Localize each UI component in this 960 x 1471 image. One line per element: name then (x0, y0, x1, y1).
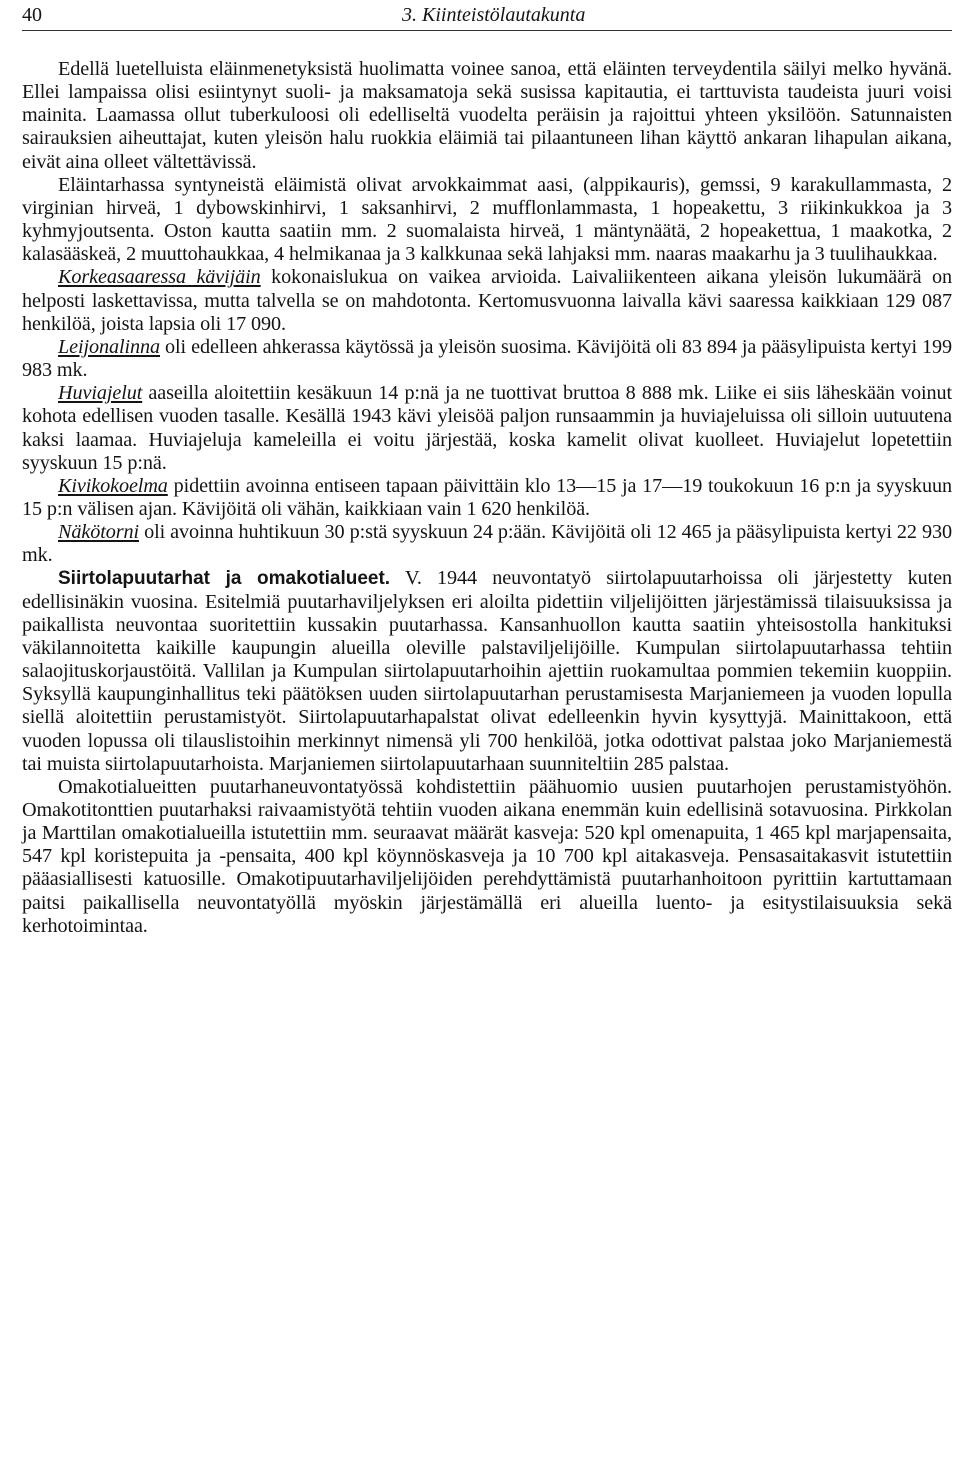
section-heading: Siirtolapuutarhat ja omakotialueet. (58, 568, 391, 590)
paragraph-lead: Huviajelut (58, 382, 143, 405)
paragraph-lead: Kivikokoelma (58, 474, 168, 497)
paragraph-lead: Korkeasaaressa kävijäin (58, 266, 261, 289)
paragraph-lead: Leijonalinna (58, 335, 160, 358)
paragraph-text: Edellä luetelluista eläinmenetyksistä huolimatta voinee sanoa, että eläinten terveydentila säilyi melko hyvänä. Ellei lampaissa olisi esiintynyt suoli- ja maksamatoja sekä susissa kapitautia, ei tarttuvista taudeista juuri voisi mainita. Laamassa ollut tuberkuloosi oli edelliseltä vuodelta peräisin ja rajoittui yhteen yksilöön. Satunnaisten sairauksien aiheuttajat, kuten yleisön halu ruokkia eläimiä tai pilaantuneen lihan käyttö ankaran lihapulan aikana, eivät aina olleet vältettävissä. (22, 58, 952, 173)
page-number: 40 (22, 4, 42, 26)
paragraph-nakotorni (22, 521, 952, 567)
paragraph-siirtolapuutarhat (22, 567, 952, 775)
header-rule (22, 30, 952, 31)
paragraph-text: pidettiin avoinna entiseen tapaan päivittäin klo 13—15 ja 17—19 toukokuun 16 p:n ja syyskuun 15 p:n välisen ajan. Kävijöitä oli vähän, kaikkiaan vain 1 620 henkilöä. (22, 474, 952, 520)
paragraph-text: V. 1944 neuvontatyö siirtolapuutarhoissa oli järjestetty kuten edellisinäkin vuosina. Esitelmiä puutarhaviljelyksen eri aloilta pidettiin viljelijöitten järjestämissä tilaisuuksissa ja paikallista neuvontaa suoritettiin kussakin puutarhassa. Kansanhuollon kautta saatiin yhteisostolla hankituksi väkilannoitetta kaikille kaupungin alueilla oleville palstaviljelijöille. Kumpulan siirtolapuutarhassa tehtiin salaojituskorjaustöitä. Vallilan ja Kumpulan siirtolapuutarhoihin ajettiin ruokamultaa pommien tekemiin kuoppiin. Syksyllä kaupunginhallitus teki päätöksen uuden siirtolapuutarhan perustamisesta Marjaniemeen ja vuoden lopulla siellä aloitettiin perustamistyöt. Siirtolapuutarhapalstat olivat edelleenkin hyvin kysyttyjä. Mainittakoon, että vuoden lopussa oli tilauslistoihin merkinnyt nimensä yli 700 henkilöä, jotka odottivat palstaa joko Marjaniemestä tai muista siirtolapuutarhoista. Marjaniemen siirtolapuutarhaan suunniteltiin 285 palstaa. (22, 567, 952, 775)
running-title: 3. Kiinteistölautakunta (402, 4, 586, 26)
paragraph-lead: Näkötorni (58, 521, 139, 544)
paragraph-text: oli edelleen ahkerassa käytössä ja yleisön suosima. Kävijöitä oli 83 894 ja pääsylipuista kertyi 199 983 mk. (22, 335, 952, 382)
paragraph-text: Eläintarhassa syntyneistä eläimistä olivat arvokkaimmat aasi, (alppikauris), gemssi, 9 karakullammasta, 2 virginian hirveä, 1 dybowskinhirvi, 1 saksanhirvi, 2 mufflonlammasta, 1 hopeakettu, 3 riikinkukkoa ja 3 kyhmyjoutsenta. Oston kautta saatiin mm. 2 suomalaista hirveä, 1 mäntynäätä, 2 hopeakettua, 1 maakotka, 2 kalasääskeä, 2 muuttohaukkaa, 4 helmikanaa ja 3 kalkkunaa sekä lahjaksi mm. naaras maakarhu ja 3 tuulihaukkaa. (22, 173, 952, 266)
paragraph-omakotialueet (22, 776, 952, 938)
running-header (22, 0, 952, 28)
paragraph-text: kokonaislukua on vaikea arvioida. Laivaliikenteen aikana yleisön lukumäärä on helposti laskettavissa, mutta talvella se on mahdotonta. Kertomusvuonna laivalla kävi saaressa kaikkiaan 129 087 henkilöä, joista lapsia oli 17 090. (22, 266, 952, 335)
paragraph-animal-health (22, 58, 952, 174)
paragraph-zoo-births (22, 174, 952, 267)
paragraph-korkeasaari-visitors (22, 266, 952, 335)
body-text (22, 58, 952, 938)
paragraph-text: Omakotialueitten puutarhaneuvontatyössä kohdistettiin päähuomio uusien puutarhojen perustamistyöhön. Omakotitonttien puutarhaksi raivaamistyötä tehtiin vuoden aikana enemmän kuin edellisinä sotavuosina. Pirkkolan ja Marttilan omakotialueilla istutettiin mm. seuraavat määrät kasveja: 520 kpl omenapuita, 1 465 kpl marjapensaita, 547 kpl koristepuita ja -pensaita, 400 kpl köynnöskasveja ja 10 700 kpl aitakasveja. Pensasaitakasvit istutettiin pääasiallisesti katuosille. Omakotipuutarhaviljelijöiden perehdyttämistä puutarhanhoitoon pyrittiin kartuttamaan paitsi paikallisella neuvontatyöllä myöskin järjestämällä eri alueilla luento- ja esitystilaisuuksia sekä kerhotoimintaa. (22, 775, 952, 937)
paragraph-text: aaseilla aloitettiin kesäkuun 14 p:nä ja ne tuottivat bruttoa 8 888 mk. Liike ei siis läheskään voinut kohota edellisen vuoden tasalle. Kesällä 1943 kävi yleisöä paljon runsaammin ja huviajeluissa oli silloin uutuutena kaksi laamaa. Huviajeluja kameleilla ei voitu järjestää, koska kamelit olivat kuolleet. Huviajelut lopetettiin syyskuun 15 p:nä. (22, 382, 952, 474)
paragraph-text: oli avoinna huhtikuun 30 p:stä syyskuun 24 p:ään. Kävijöitä oli 12 465 ja pääsylipuista kertyi 22 930 mk. (22, 521, 952, 567)
paragraph-kivikokoelma (22, 475, 952, 521)
paragraph-leijonalinna (22, 336, 952, 382)
paragraph-huviajelut (22, 382, 952, 475)
